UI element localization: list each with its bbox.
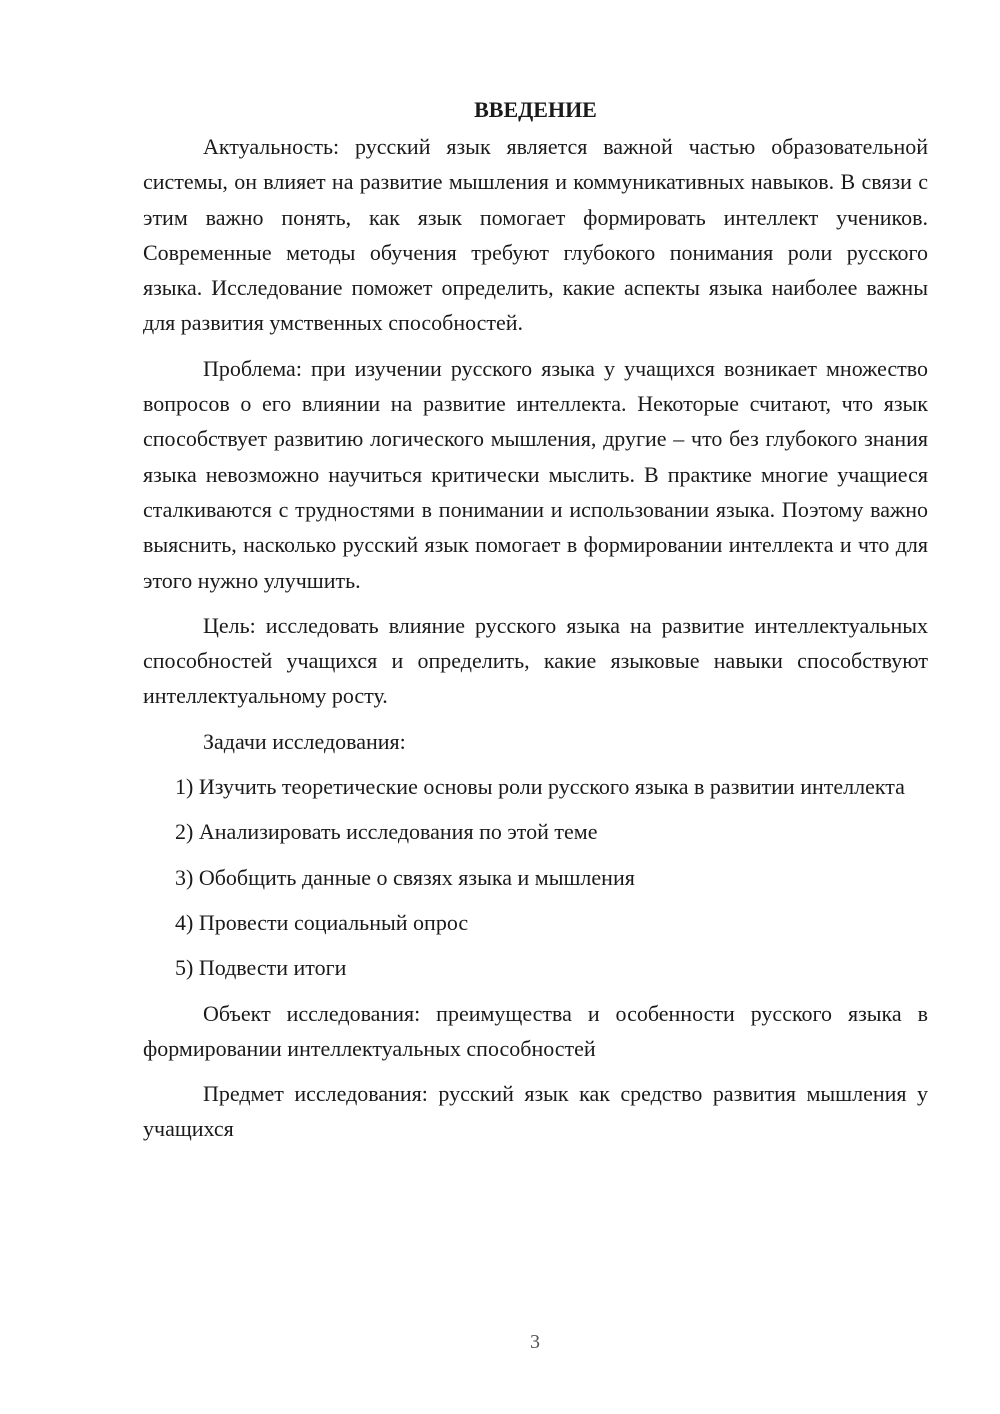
problem-paragraph: Проблема: при изучении русского языка у учащихся возникает множество вопросов о его влиянии на развитие интеллекта. Некоторые считают, что язык способствует развитию логического мышления, другие – что без глубокого знания языка невозможно научиться критически мыслить. В практике многие учащиеся сталкиваются с трудностями в понимании и использовании языка. Поэтому важно выяснить, насколько русский язык помогает в формировании интеллекта и что для этого нужно улучшить. [143, 355, 928, 593]
subject-paragraph: Предмет исследования: русский язык как средство развития мышления у учащихся [143, 1081, 928, 1142]
document-page [143, 92, 928, 1157]
task-item-5: 5) Подвести итоги [175, 955, 347, 981]
task-item-2: 2) Анализировать исследования по этой теме [175, 819, 598, 845]
object-paragraph: Объект исследования: преимущества и особенности русского языка в формировании интеллектуальных способностей [143, 1000, 928, 1061]
page-number: 3 [530, 1331, 540, 1353]
task-item-4: 4) Провести социальный опрос [175, 909, 469, 935]
relevance-paragraph: Актуальность: русский язык является важной частью образовательной системы, он влияет на развитие мышления и коммуникативных навыков. В связи с этим важно понять, как язык помогает формировать интеллект учеников. Современные методы обучения требуют глубокого понимания роли русского языка. Исследование поможет определить, какие аспекты языка наиболее важны для развития умственных способностей. [143, 134, 928, 336]
task-item-3: 3) Обобщить данные о связях языка и мышления [175, 864, 635, 890]
task-item-1: 1) Изучить теоретические основы роли русского языка в развитии интеллекта [175, 774, 905, 800]
goal-paragraph: Цель: исследовать влияние русского языка на развитие интеллектуальных способностей учащихся и определить, какие языковые навыки способствуют интеллектуальному росту. [143, 612, 928, 709]
tasks-heading: Задачи исследования: [203, 728, 406, 754]
document-title: ВВЕДЕНИЕ [474, 97, 597, 122]
